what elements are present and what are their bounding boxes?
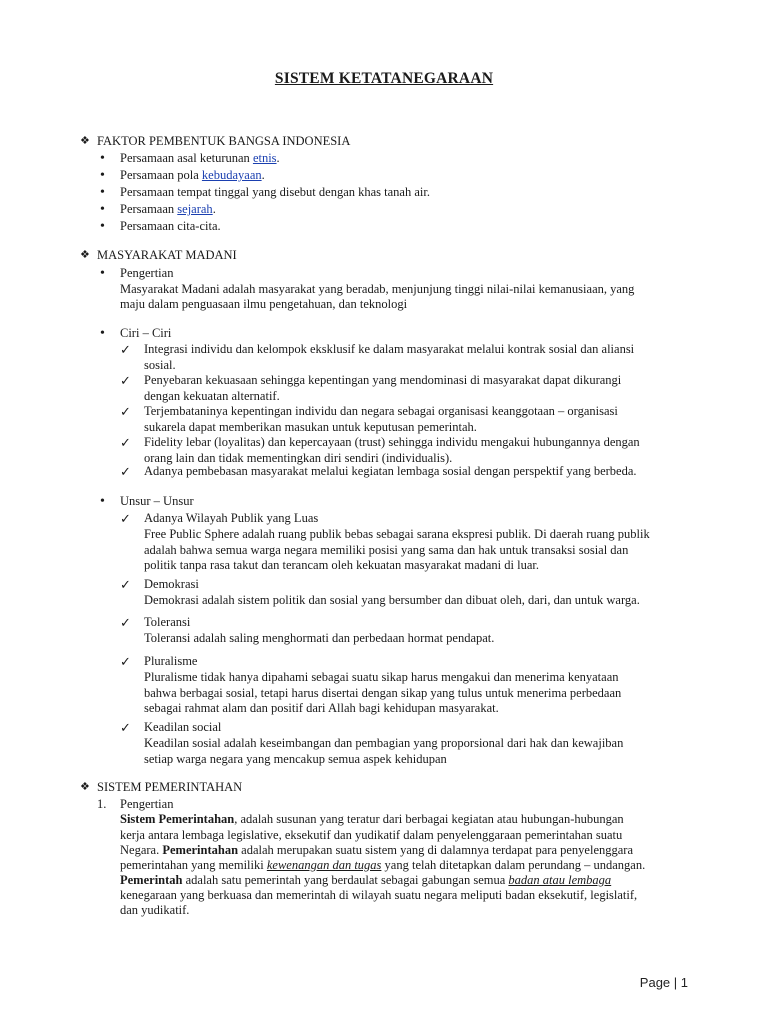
unsur-item-text: sebagai rahmat alam dan positif dari Allah bagi kehidupan masyarakat. <box>144 701 499 715</box>
paragraph-line-4: pemerintahan yang memiliki kewenangan dan tugas yang telah ditetapkan dalam perundang – undangan. <box>120 858 646 872</box>
paragraph-line-2: kerja antara lembaga legislative, eksekutif dan yudikatif dalam penyelenggaraan pemerintahan suatu <box>120 828 623 842</box>
pengertian-text-1: Masyarakat Madani adalah masyarakat yang beradab, menjunjung tinggi nilai-nilai kemanusiaan, yang <box>120 282 635 296</box>
ciri-item-text: Terjembataninya kepentingan individu dan negara sebagai organisasi keanggotaan – organisasi <box>144 404 618 418</box>
unsur-item-text: politik tanpa rasa takut dan terancam oleh kekuatan masyarakat madani di luar. <box>144 558 539 572</box>
unsur-item-text: Keadilan sosial adalah keseimbangan dan pembagian yang proporsional dari hak dan kewajiban <box>144 736 624 750</box>
checkmark-icon: ✓ <box>120 720 131 735</box>
ciri-item-text: orang lain dan tidak mementingkan diri sendiri (individualis). <box>144 450 453 465</box>
ciri-label: Ciri – Ciri <box>120 326 172 340</box>
unsur-item-text: adalah bahwa semua warga negara memiliki posisi yang sama dan hak untuk transaksi sosial dan <box>144 542 629 557</box>
faktor-link[interactable]: etnis <box>252 151 277 165</box>
page-title: SISTEM KETATANEGARAAN <box>274 70 494 87</box>
bullet-icon: • <box>100 219 105 234</box>
unsur-item-label: Pluralisme <box>144 654 198 668</box>
pengertian-text-2: maju dalam penguasaan ilmu pengetahuan, dan teknologi <box>120 297 408 311</box>
pemerintahan-pengertian-label: Pengertian <box>120 797 174 811</box>
ciri-item-text: sosial. <box>144 357 176 372</box>
faktor-item: Persamaan sejarah. <box>120 202 216 216</box>
ciri-item-text: Fidelity lebar (loyalitas) dan kepercayaan (trust) sehingga individu mengakui hubungannya dengan <box>144 435 640 449</box>
unsur-item-label: Toleransi <box>144 615 191 629</box>
checkmark-icon: ✓ <box>120 577 131 592</box>
diamond-bullet-icon: ❖ <box>80 781 90 793</box>
bullet-icon: • <box>100 202 105 217</box>
checkmark-icon: ✓ <box>120 342 131 357</box>
unsur-item-text: Pluralisme tidak hanya dipahami sebagai suatu sikap harus mengakui dan menerima kenyataan <box>144 670 619 684</box>
unsur-item-label: Keadilan social <box>144 720 222 734</box>
ciri-item-text: sukarela dapat memberikan masukan untuk keputusan pemerintah. <box>144 419 477 434</box>
ciri-item-text: Integrasi individu dan kelompok eksklusif ke dalam masyarakat melalui kontrak sosial dan aliansi <box>144 342 635 356</box>
bullet-icon: • <box>100 151 105 166</box>
unsur-item-text: Free Public Sphere adalah ruang publik bebas sebagai sarana ekspresi publik. Di daerah ruang publik <box>144 527 650 541</box>
section-heading-faktor: FAKTOR PEMBENTUK BANGSA INDONESIA <box>97 134 351 148</box>
faktor-link[interactable]: kebudayaan <box>201 168 262 182</box>
diamond-bullet-icon: ❖ <box>80 135 90 147</box>
unsur-item-text: bahwa berbagai sosial, tetapi harus disertai dengan sikap yang tulus untuk menerima perbedaan <box>144 685 622 700</box>
paragraph-line-7: dan yudikatif. <box>120 903 190 917</box>
faktor-item: Persamaan tempat tinggal yang disebut dengan khas tanah air. <box>120 185 430 199</box>
bullet-icon: • <box>100 266 105 281</box>
ciri-item-text: dengan kekuatan alternatif. <box>144 388 280 403</box>
diamond-bullet-icon: ❖ <box>80 249 90 261</box>
paragraph-line-1: Sistem Pemerintahan, adalah susunan yang teratur dari berbagai kegiatan atau hubungan-hubungan <box>120 812 624 826</box>
section-heading-pemerintahan: SISTEM PEMERINTAHAN <box>97 780 243 794</box>
unsur-item-label: Demokrasi <box>144 577 199 591</box>
unsur-label: Unsur – Unsur <box>120 494 194 508</box>
ciri-item-text: Penyebaran kekuasaan sehingga kepentingan yang mendominasi di masyarakat dapat dikurangi <box>144 373 622 387</box>
bullet-icon: • <box>100 185 105 200</box>
unsur-item-text: Demokrasi adalah sistem politik dan sosial yang bersumber dan dibuat oleh, dari, dan untuk warga. <box>144 593 640 607</box>
checkmark-icon: ✓ <box>120 404 131 419</box>
pengertian-label: Pengertian <box>120 266 174 280</box>
page-number: Page | 1 <box>639 975 688 990</box>
bullet-icon: • <box>100 168 105 183</box>
unsur-item-text: Toleransi adalah saling menghormati dan perbedaan hormat pendapat. <box>144 631 495 645</box>
checkmark-icon: ✓ <box>120 615 131 630</box>
paragraph-line-5: Pemerintah adalah satu pemerintah yang berdaulat sebagai gabungan semua badan atau lembaga <box>120 873 612 887</box>
paragraph-line-3: Negara. Pemerintahan adalah merupakan suatu sistem yang di dalamnya terdapat para penyelenggara <box>120 843 634 857</box>
faktor-link[interactable]: sejarah <box>177 202 213 216</box>
paragraph-line-6: kenegaraan yang berkuasa dan memerintah di wilayah suatu negara meliputi badan eksekutif, legislatif, <box>120 888 638 902</box>
section-heading-madani: MASYARAKAT MADANI <box>97 248 237 262</box>
checkmark-icon: ✓ <box>120 435 131 450</box>
bullet-icon: • <box>100 494 105 509</box>
checkmark-icon: ✓ <box>120 511 131 526</box>
ciri-item-text: Adanya pembebasan masyarakat melalui kegiatan lembaga sosial dengan perspektif yang berbeda. <box>144 464 637 478</box>
unsur-item-label: Adanya Wilayah Publik yang Luas <box>144 511 319 525</box>
faktor-item: Persamaan asal keturunan etnis. <box>120 151 280 165</box>
faktor-item: Persamaan pola kebudayaan. <box>120 168 265 182</box>
checkmark-icon: ✓ <box>120 373 131 388</box>
bullet-icon: • <box>100 326 105 341</box>
list-number: 1. <box>97 797 107 811</box>
checkmark-icon: ✓ <box>120 654 131 669</box>
faktor-item: Persamaan cita-cita. <box>120 219 221 233</box>
unsur-item-text: setiap warga negara yang mencakup semua aspek kehidupan <box>144 751 447 766</box>
checkmark-icon: ✓ <box>120 464 131 479</box>
